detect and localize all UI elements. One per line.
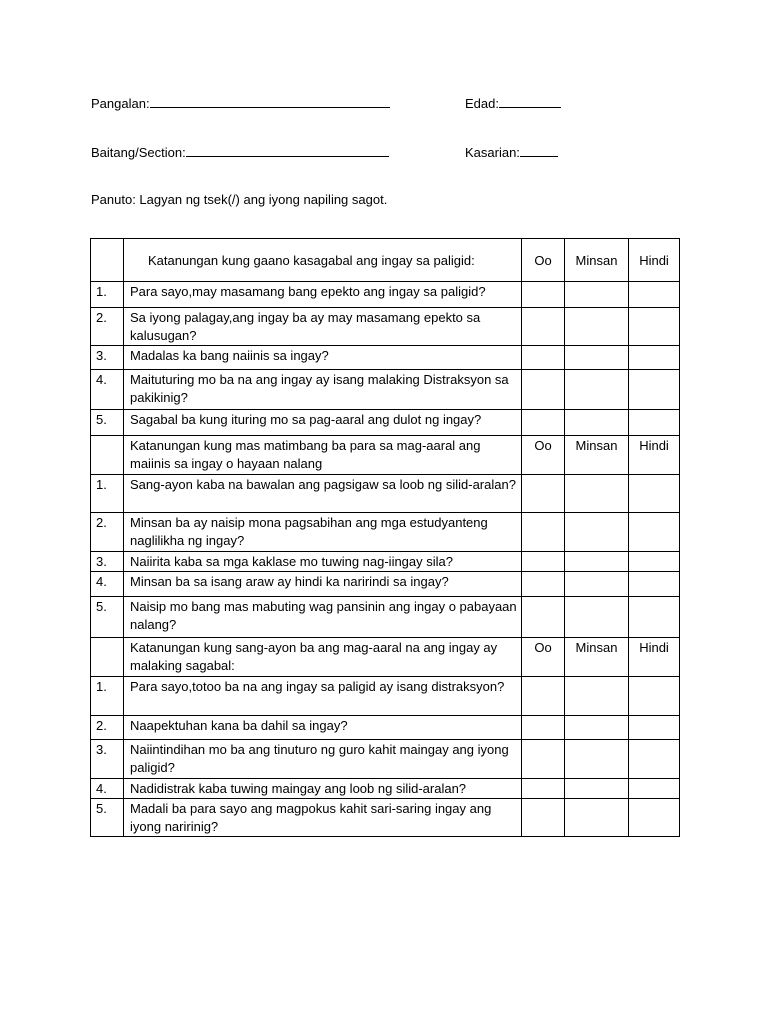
question-row bbox=[91, 475, 680, 513]
question-text: Madali ba para sayo ang magpokus kahit sari-saring ingay ang iyong naririnig? bbox=[124, 799, 522, 837]
answer-oo-cell[interactable] bbox=[522, 410, 565, 436]
answer-minsan-cell[interactable] bbox=[565, 572, 629, 597]
question-row bbox=[91, 513, 680, 552]
answer-hindi-cell[interactable] bbox=[629, 740, 680, 779]
question-text: Minsan ba sa isang araw ay hindi ka naririndi sa ingay? bbox=[124, 572, 522, 597]
answer-minsan-cell[interactable] bbox=[565, 410, 629, 436]
section-header-row bbox=[91, 638, 680, 677]
option-minsan-header: Minsan bbox=[565, 638, 629, 677]
question-row bbox=[91, 410, 680, 436]
answer-hindi-cell[interactable] bbox=[629, 572, 680, 597]
answer-minsan-cell[interactable] bbox=[565, 282, 629, 308]
question-number: 3. bbox=[91, 740, 124, 779]
option-oo-header: Oo bbox=[522, 638, 565, 677]
answer-hindi-cell[interactable] bbox=[629, 370, 680, 410]
question-text: Naapektuhan kana ba dahil sa ingay? bbox=[124, 716, 522, 740]
answer-oo-cell[interactable] bbox=[522, 799, 565, 837]
question-number: 3. bbox=[91, 346, 124, 370]
question-row bbox=[91, 282, 680, 308]
answer-oo-cell[interactable] bbox=[522, 552, 565, 572]
option-hindi-header: Hindi bbox=[629, 436, 680, 475]
grade-section-field bbox=[91, 144, 389, 160]
sex-field bbox=[465, 144, 558, 160]
question-row bbox=[91, 740, 680, 779]
question-row bbox=[91, 346, 680, 370]
question-row bbox=[91, 677, 680, 716]
question-text: Sa iyong palagay,ang ingay ba ay may masamang epekto sa kalusugan? bbox=[124, 308, 522, 346]
section-header: Katanungan kung mas matimbang ba para sa mag-aaral ang maiinis sa ingay o hayaan nalang bbox=[124, 436, 522, 475]
answer-minsan-cell[interactable] bbox=[565, 308, 629, 346]
name-blank[interactable] bbox=[150, 95, 390, 108]
answer-minsan-cell[interactable] bbox=[565, 740, 629, 779]
question-number: 4. bbox=[91, 370, 124, 410]
question-row bbox=[91, 716, 680, 740]
answer-oo-cell[interactable] bbox=[522, 740, 565, 779]
question-number: 5. bbox=[91, 410, 124, 436]
question-number: 4. bbox=[91, 572, 124, 597]
option-minsan-header: Minsan bbox=[565, 436, 629, 475]
section-header-row bbox=[91, 436, 680, 475]
question-row bbox=[91, 308, 680, 346]
question-number: 2. bbox=[91, 716, 124, 740]
question-row bbox=[91, 597, 680, 638]
question-number: 1. bbox=[91, 475, 124, 513]
answer-oo-cell[interactable] bbox=[522, 597, 565, 638]
question-row bbox=[91, 572, 680, 597]
question-text: Naiirita kaba sa mga kaklase mo tuwing nag-iingay sila? bbox=[124, 552, 522, 572]
question-text: Maituturing mo ba na ang ingay ay isang malaking Distraksyon sa pakikinig? bbox=[124, 370, 522, 410]
answer-hindi-cell[interactable] bbox=[629, 716, 680, 740]
question-row bbox=[91, 552, 680, 572]
answer-oo-cell[interactable] bbox=[522, 475, 565, 513]
option-minsan-header: Minsan bbox=[565, 239, 629, 282]
answer-minsan-cell[interactable] bbox=[565, 552, 629, 572]
answer-hindi-cell[interactable] bbox=[629, 799, 680, 837]
answer-oo-cell[interactable] bbox=[522, 779, 565, 799]
question-number: 2. bbox=[91, 308, 124, 346]
answer-minsan-cell[interactable] bbox=[565, 346, 629, 370]
sex-blank[interactable] bbox=[520, 144, 558, 157]
answer-hindi-cell[interactable] bbox=[629, 513, 680, 552]
question-number: 5. bbox=[91, 799, 124, 837]
answer-hindi-cell[interactable] bbox=[629, 552, 680, 572]
answer-oo-cell[interactable] bbox=[522, 677, 565, 716]
question-row bbox=[91, 799, 680, 837]
question-text: Naisip mo bang mas mabuting wag pansinin ang ingay o pabayaan nalang? bbox=[124, 597, 522, 638]
answer-oo-cell[interactable] bbox=[522, 308, 565, 346]
question-text: Minsan ba ay naisip mona pagsabihan ang mga estudyanteng naglilikha ng ingay? bbox=[124, 513, 522, 552]
age-field bbox=[465, 95, 561, 111]
answer-oo-cell[interactable] bbox=[522, 716, 565, 740]
question-text: Para sayo,totoo ba na ang ingay sa paligid ay isang distraksyon? bbox=[124, 677, 522, 716]
age-label: Edad: bbox=[465, 96, 499, 111]
option-oo-header: Oo bbox=[522, 239, 565, 282]
answer-minsan-cell[interactable] bbox=[565, 799, 629, 837]
option-hindi-header: Hindi bbox=[629, 638, 680, 677]
instructions: Panuto: Lagyan ng tsek(/) ang iyong napiling sagot. bbox=[91, 192, 388, 207]
answer-minsan-cell[interactable] bbox=[565, 475, 629, 513]
option-hindi-header: Hindi bbox=[629, 239, 680, 282]
question-number: 5. bbox=[91, 597, 124, 638]
answer-hindi-cell[interactable] bbox=[629, 308, 680, 346]
answer-hindi-cell[interactable] bbox=[629, 282, 680, 308]
question-text: Naiintindihan mo ba ang tinuturo ng guro kahit maingay ang iyong paligid? bbox=[124, 740, 522, 779]
question-text: Para sayo,may masamang bang epekto ang ingay sa paligid? bbox=[124, 282, 522, 308]
answer-oo-cell[interactable] bbox=[522, 346, 565, 370]
header-number-cell bbox=[91, 638, 124, 677]
section-header-row bbox=[91, 239, 680, 282]
question-row bbox=[91, 779, 680, 799]
sex-label: Kasarian: bbox=[465, 145, 520, 160]
answer-oo-cell[interactable] bbox=[522, 513, 565, 552]
answer-minsan-cell[interactable] bbox=[565, 779, 629, 799]
header-number-cell bbox=[91, 239, 124, 282]
answer-minsan-cell[interactable] bbox=[565, 597, 629, 638]
section-header: Katanungan kung sang-ayon ba ang mag-aaral na ang ingay ay malaking sagabal: bbox=[124, 638, 522, 677]
answer-minsan-cell[interactable] bbox=[565, 513, 629, 552]
grade-section-label: Baitang/Section: bbox=[91, 145, 186, 160]
question-number: 3. bbox=[91, 552, 124, 572]
question-text: Madalas ka bang naiinis sa ingay? bbox=[124, 346, 522, 370]
question-text: Nadidistrak kaba tuwing maingay ang loob ng silid-aralan? bbox=[124, 779, 522, 799]
answer-oo-cell[interactable] bbox=[522, 572, 565, 597]
name-field bbox=[91, 95, 390, 111]
name-label: Pangalan: bbox=[91, 96, 150, 111]
answer-minsan-cell[interactable] bbox=[565, 677, 629, 716]
grade-section-blank[interactable] bbox=[186, 144, 389, 157]
answer-hindi-cell[interactable] bbox=[629, 677, 680, 716]
age-blank[interactable] bbox=[499, 95, 561, 108]
question-text: Sang-ayon kaba na bawalan ang pagsigaw sa loob ng silid-aralan? bbox=[124, 475, 522, 513]
answer-hindi-cell[interactable] bbox=[629, 475, 680, 513]
answer-hindi-cell[interactable] bbox=[629, 597, 680, 638]
question-number: 2. bbox=[91, 513, 124, 552]
option-oo-header: Oo bbox=[522, 436, 565, 475]
answer-minsan-cell[interactable] bbox=[565, 370, 629, 410]
header-number-cell bbox=[91, 436, 124, 475]
question-number: 4. bbox=[91, 779, 124, 799]
question-number: 1. bbox=[91, 282, 124, 308]
answer-minsan-cell[interactable] bbox=[565, 716, 629, 740]
answer-hindi-cell[interactable] bbox=[629, 346, 680, 370]
answer-oo-cell[interactable] bbox=[522, 282, 565, 308]
answer-hindi-cell[interactable] bbox=[629, 410, 680, 436]
question-number: 1. bbox=[91, 677, 124, 716]
survey-table bbox=[90, 238, 680, 837]
answer-hindi-cell[interactable] bbox=[629, 779, 680, 799]
section-header: Katanungan kung gaano kasagabal ang ingay sa paligid: bbox=[124, 239, 522, 282]
question-text: Sagabal ba kung ituring mo sa pag-aaral ang dulot ng ingay? bbox=[124, 410, 522, 436]
question-row bbox=[91, 370, 680, 410]
answer-oo-cell[interactable] bbox=[522, 370, 565, 410]
